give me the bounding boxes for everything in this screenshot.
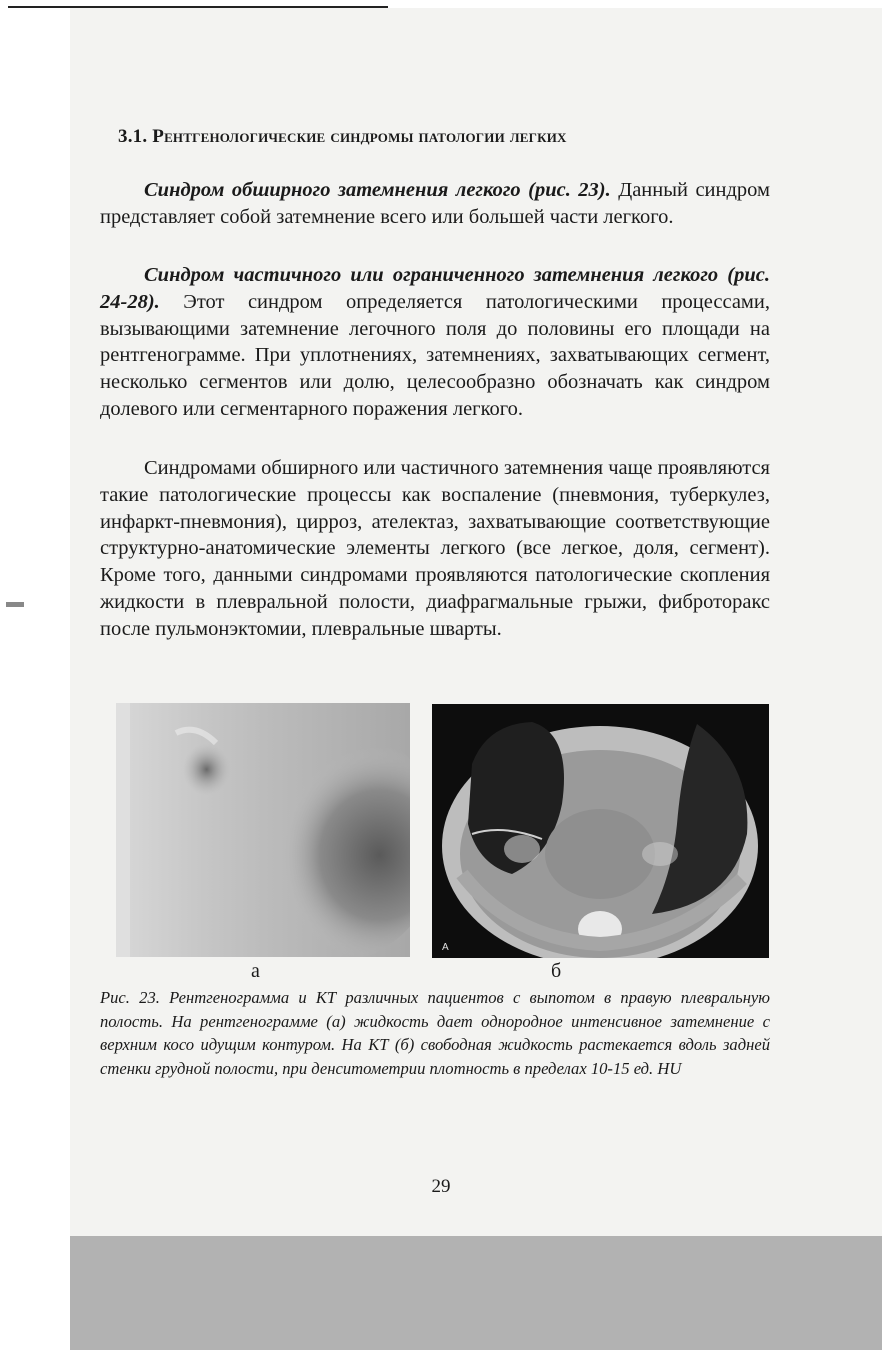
paragraph-text: Этот синдром определяется патологическими процессами, вызывающими затемнение легочного поля до половины его площади на рентгенограмме. При уплотнениях, затемнениях, захватывающих сегмент, несколько сегментов или долю, целесообразно обозначать как синдром долевого или сегментарного поражения легкого. bbox=[100, 290, 770, 420]
section-number: 3.1. bbox=[118, 126, 153, 147]
paragraph-processes bbox=[100, 455, 770, 643]
paragraph-partial-opacity bbox=[100, 262, 770, 423]
figure-caption: Рис. 23. Рентгенограмма и КТ различных пациентов с выпотом в правую плевральную полость. На рентгенограмме (а) жидкость дает однородное интенсивное затемнение с верхним косо идущим контуром. На КТ (б) свободная жидкость растекается вдоль задней стенки грудной полости, при денситометрии плотность в пределах 10-15 ед. HU bbox=[100, 988, 770, 1078]
paragraph-term: Синдром обширного затемнения легкого (рис. 23). bbox=[144, 179, 611, 201]
figure-label-b: б bbox=[551, 960, 562, 982]
section-heading bbox=[118, 126, 778, 148]
paragraph-text: Данный синдром представляет собой затемнение всего или большей части легкого. bbox=[100, 179, 770, 228]
heading-first-letter: Р bbox=[152, 126, 165, 147]
ct-scan-image bbox=[432, 704, 769, 958]
paragraph-text: Синдромами обширного или частичного затемнения чаще проявляются такие патологические процессы как воспаление (пневмония, туберкулез, инфаркт-пневмония), цирроз, ателектаз, захватывающие соответствующие структурно-анатомические элементы легкого (все легкое, доля, сегмент). Кроме того, данными синдромами проявляются патологические скопления жидкости в плевральной полости, диафрагмальные грыжи, фиброторакс после пульмонэктомии, плевральные шварты. bbox=[100, 457, 770, 640]
figure-label-a: а bbox=[251, 960, 260, 982]
paragraph-term: Синдром частичного или ограниченного затемнения легкого (рис. 24-28). bbox=[100, 264, 770, 313]
heading-text: ентгенологические синдромы патологии легких bbox=[164, 126, 567, 147]
paragraph-extensive-opacity bbox=[100, 177, 770, 231]
scan-speck bbox=[6, 602, 24, 607]
scan-bottom-band bbox=[70, 1236, 882, 1350]
radiograph-image bbox=[116, 703, 410, 957]
ct-corner-marker: A bbox=[442, 942, 449, 953]
page-number: 29 bbox=[431, 1176, 451, 1197]
